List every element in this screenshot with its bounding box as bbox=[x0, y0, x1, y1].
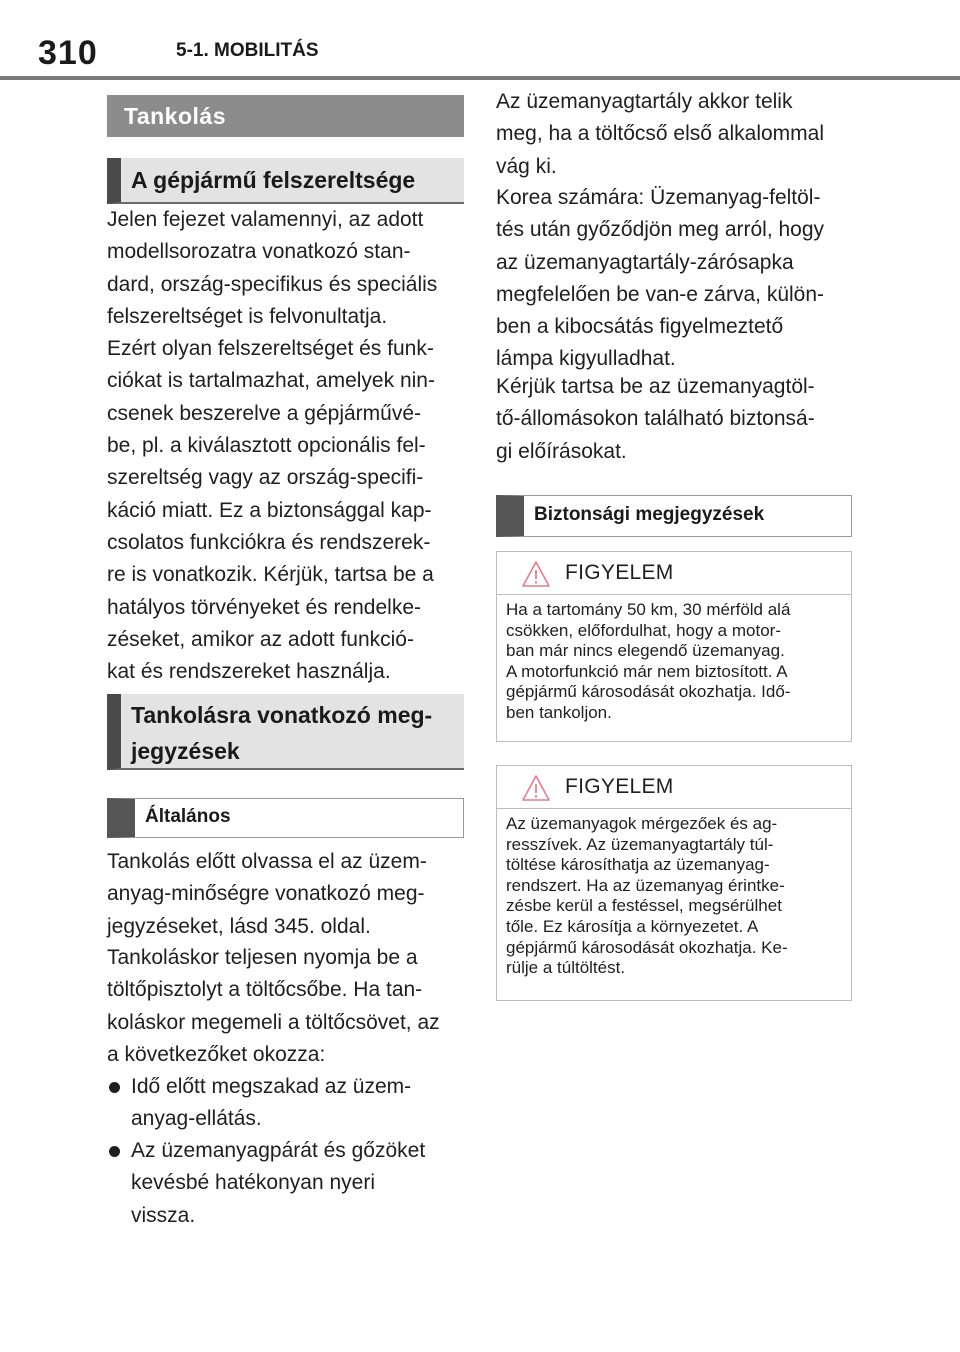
text-line: be, pl. a kiválasztott opcionális fel- bbox=[107, 434, 426, 458]
text-line: Tankolás előtt olvassa el az üzem- bbox=[107, 850, 427, 873]
text-line: ciókat is tartalmazhat, amelyek nin- bbox=[107, 369, 435, 393]
heading-line: jegyzések bbox=[131, 738, 240, 764]
warning-header bbox=[497, 766, 851, 809]
safety-rules-paragraph bbox=[496, 371, 856, 468]
text-line: Idő előtt megszakad az üzem- bbox=[131, 1075, 412, 1098]
text-line: tőle. Ez károsítja a környezetet. A bbox=[506, 916, 759, 936]
text-line: tő-állomásokon található biztonsá- bbox=[496, 407, 815, 431]
text-line: a következőket okozza: bbox=[107, 1042, 326, 1066]
warning-label: FIGYELEM bbox=[565, 775, 674, 798]
text-line: zésbe kerül a festéssel, megsérülhet bbox=[506, 896, 782, 916]
text-line: modellsorozatra vonatkozó stan- bbox=[107, 240, 411, 264]
when-refueling-paragraph bbox=[107, 942, 467, 1071]
text-line: jegyzéseket, lásd 345. oldal. bbox=[107, 914, 371, 938]
text-line: resszívek. Az üzemanyagtartály túl- bbox=[506, 834, 774, 854]
text-line: kat és rendszereket használja. bbox=[107, 660, 391, 684]
text-line: az üzemanyagtartály-zárósapka bbox=[496, 250, 794, 274]
equipment-heading: A gépjármű felszereltsége bbox=[107, 158, 464, 204]
text-line: anyag-minőségre vonatkozó meg- bbox=[107, 882, 425, 906]
warning-header bbox=[497, 552, 851, 595]
text-line: káció miatt. Ez a biztonsággal kap- bbox=[107, 498, 432, 522]
warning-triangle-icon bbox=[521, 560, 551, 588]
equipment-paragraph bbox=[107, 204, 467, 688]
text-line: csolatos funkciókra és rendszerek- bbox=[107, 530, 431, 554]
refueling-notes-heading bbox=[107, 694, 464, 770]
text-line: rülje a túltöltést. bbox=[506, 958, 626, 978]
list-item bbox=[107, 1135, 467, 1232]
text-line: gépjármű károsodását okozhatja. Idő- bbox=[506, 682, 791, 702]
text-line: megfelelően be van-e zárva, külön- bbox=[496, 282, 825, 306]
text-line: Korea számára: Üzemanyag-feltöl- bbox=[496, 186, 821, 209]
text-line: Az üzemanyagpárát és gőzöket bbox=[131, 1139, 426, 1162]
text-line: rendszert. Ha az üzemanyag érintke- bbox=[506, 875, 785, 895]
warning-text bbox=[497, 595, 851, 724]
warning-label: FIGYELEM bbox=[565, 561, 674, 584]
text-line: Tankoláskor teljesen nyomja be a bbox=[107, 946, 418, 969]
text-line: koláskor megemeli a töltőcsövet, az bbox=[107, 1010, 440, 1034]
text-line: tés után győződjön meg arról, hogy bbox=[496, 218, 825, 242]
text-line: szereltség vagy az ország-specifi- bbox=[107, 466, 424, 490]
text-line: dard, ország-specifikus és speciális bbox=[107, 272, 438, 296]
text-line: meg, ha a töltőcső első alkalommal bbox=[496, 122, 824, 146]
warning-box bbox=[496, 551, 852, 742]
text-line: kevésbé hatékonyan nyeri bbox=[131, 1171, 375, 1195]
text-line: Ha a tartomány 50 km, 30 mérföld alá bbox=[506, 600, 791, 619]
text-line: ben tankoljon. bbox=[506, 702, 612, 722]
text-line: ban már nincs elegendő üzemanyag. bbox=[506, 641, 785, 661]
page-number: 310 bbox=[38, 34, 98, 72]
text-line: felszereltséget is felvonultatja. bbox=[107, 304, 388, 328]
heading-line: Tankolásra vonatkozó meg- bbox=[131, 702, 433, 728]
bullet-icon bbox=[109, 1146, 120, 1157]
text-line: Az üzemanyagok mérgezőek és ag- bbox=[506, 814, 778, 833]
text-line: hatályos törvényeket és rendelke- bbox=[107, 595, 422, 619]
tank-full-paragraph bbox=[496, 86, 856, 183]
text-line: ben a kibocsátás figyelmeztető bbox=[496, 315, 784, 339]
text-line: Kérjük tartsa be az üzemanyagtöl- bbox=[496, 375, 815, 398]
safety-notes-heading: Biztonsági megjegyzések bbox=[496, 495, 852, 537]
text-line: zéseket, amikor az adott funkció- bbox=[107, 627, 414, 651]
korea-paragraph bbox=[496, 182, 856, 376]
text-line: lámpa kigyulladhat. bbox=[496, 347, 676, 371]
list-item bbox=[107, 1071, 467, 1136]
text-line: csenek beszerelve a gépjárművé- bbox=[107, 401, 421, 425]
text-line: re is vonatkozik. Kérjük, tartsa be a bbox=[107, 563, 434, 587]
text-line: gi előírásokat. bbox=[496, 439, 627, 463]
section-title: Tankolás bbox=[107, 95, 464, 137]
before-refueling-paragraph bbox=[107, 846, 467, 943]
general-heading: Általános bbox=[107, 798, 464, 838]
header-divider bbox=[0, 76, 960, 80]
text-line: csökken, előfordulhat, hogy a motor- bbox=[506, 620, 781, 640]
text-line: A motorfunkció már nem biztosított. A bbox=[506, 661, 788, 681]
warning-triangle-icon bbox=[521, 774, 551, 802]
bullet-icon bbox=[109, 1082, 120, 1093]
text-line: töltőpisztolyt a töltőcsőbe. Ha tan- bbox=[107, 978, 423, 1002]
text-line: Ezért olyan felszereltséget és funk- bbox=[107, 337, 434, 361]
text-line: töltése károsíthatja az üzemanyag- bbox=[506, 855, 770, 875]
text-line: Az üzemanyagtartály akkor telik bbox=[496, 90, 793, 113]
text-line: gépjármű károsodását okozhatja. Ke- bbox=[506, 937, 788, 957]
warning-box bbox=[496, 765, 852, 1001]
text-line: vissza. bbox=[131, 1203, 196, 1227]
chapter-title: 5-1. MOBILITÁS bbox=[176, 40, 319, 61]
warning-text bbox=[497, 809, 851, 979]
text-line: anyag-ellátás. bbox=[131, 1107, 262, 1131]
text-line: Jelen fejezet valamennyi, az adott bbox=[107, 208, 424, 231]
text-line: vág ki. bbox=[496, 154, 557, 178]
